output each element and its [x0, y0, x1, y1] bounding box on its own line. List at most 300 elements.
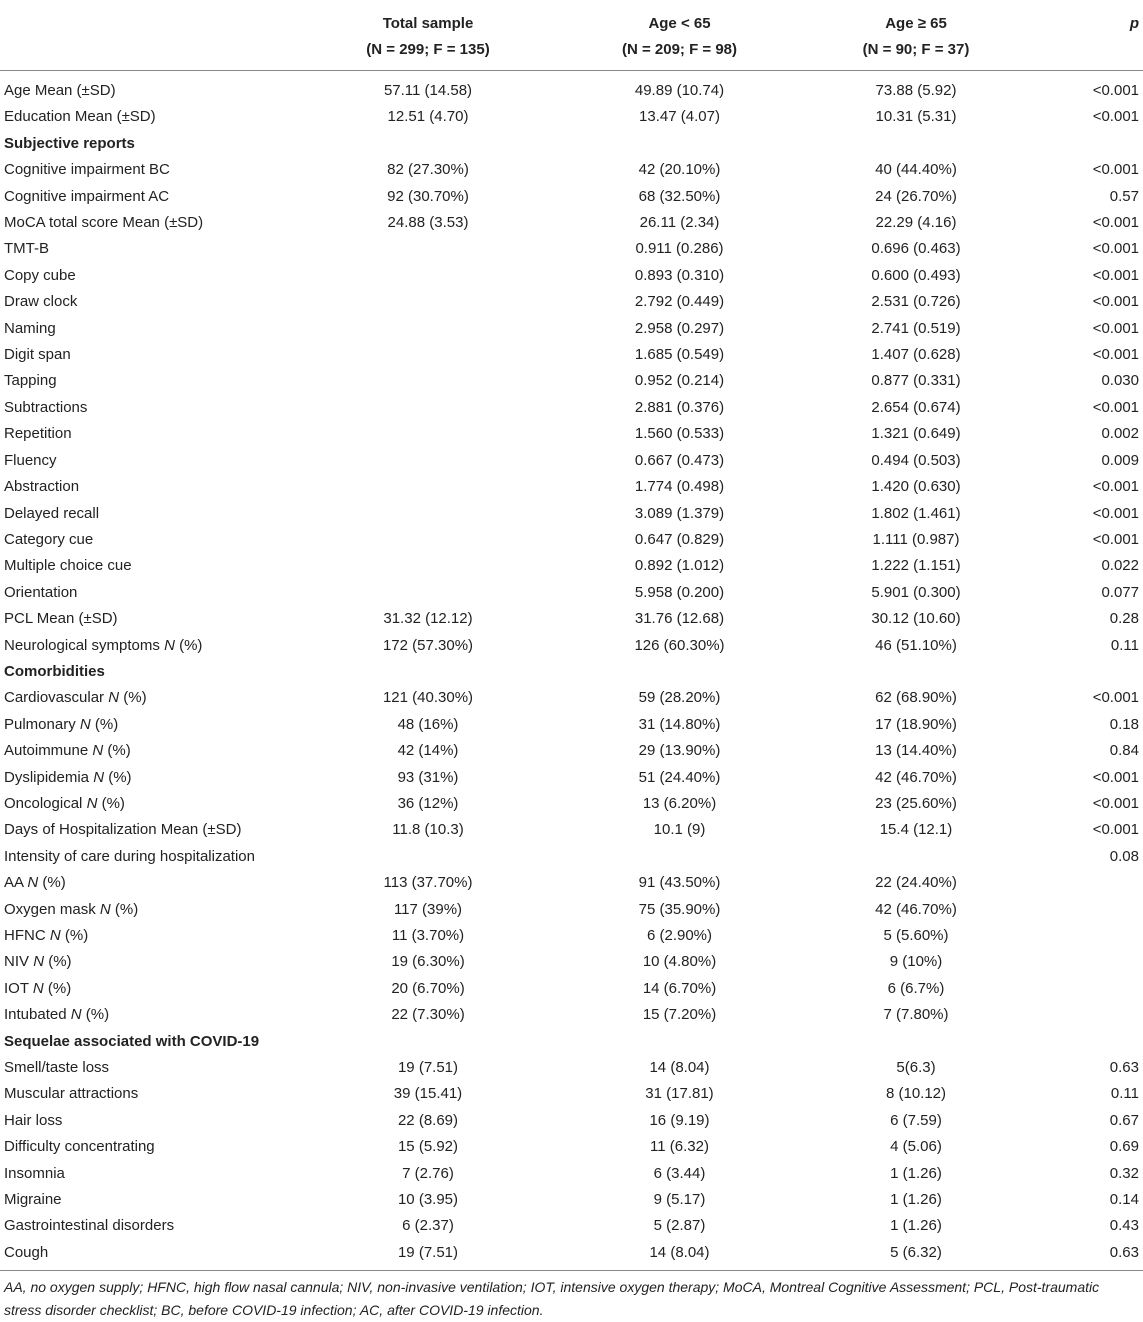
cell-total [300, 421, 556, 447]
cell-old: 2.531 (0.726) [871, 293, 961, 311]
row-label-text: Age Mean (±SD) [4, 82, 116, 99]
row-label [0, 685, 300, 711]
cell-young: 0.911 (0.286) [635, 240, 724, 258]
cell-old: 1.111 (0.987) [872, 530, 960, 548]
cell-p: 0.077 [1101, 583, 1139, 601]
row-label-text: Fluency [4, 451, 57, 469]
cell-total: 24.88 (3.53) [387, 214, 469, 232]
cell-total: 7 (2.76) [402, 1164, 454, 1182]
header-label-col [0, 0, 300, 71]
cell-young: 5 (2.87) [653, 1217, 706, 1235]
cell-old: 5 (5.60%) [883, 927, 949, 944]
cell-p: <0.001 [1092, 293, 1139, 311]
section-row [0, 659, 1143, 685]
cell-young: 10 (4.80%) [642, 953, 717, 971]
row-label [0, 897, 300, 923]
cell-total: 19 (7.51) [397, 1059, 459, 1077]
header-young-n: (N = 209; F = 98) [621, 41, 738, 58]
row-label-text: MoCA total score Mean (±SD) [4, 214, 204, 232]
cell-young: 2.958 (0.297) [634, 319, 725, 337]
table-row [0, 817, 1143, 843]
row-label-text: Intubated [4, 1006, 67, 1024]
cell-young: 31.76 (12.68) [634, 610, 725, 628]
header-old [803, 0, 1029, 71]
row-label [0, 210, 300, 236]
row-label [0, 923, 300, 949]
cell-old: 1.420 (0.630) [871, 478, 961, 496]
row-label-n: N [92, 742, 104, 760]
table-row [0, 738, 1143, 764]
row-label-text: Cardiovascular [4, 689, 105, 707]
cell-old: 7 (7.80%) [883, 1006, 949, 1024]
cell-p: <0.001 [1092, 821, 1139, 839]
cell-total: 15 (5.92) [397, 1138, 459, 1156]
cell-total: 19 (6.30%) [391, 953, 465, 971]
table-row [0, 1055, 1143, 1081]
cell-p: <0.001 [1092, 398, 1139, 416]
cell-old: 73.88 (5.92) [875, 82, 957, 99]
row-label [0, 817, 300, 843]
row-label-text: Oncological [4, 794, 83, 812]
row-label [0, 104, 300, 130]
row-label [0, 71, 300, 105]
table-row [0, 712, 1143, 738]
row-label [0, 1161, 300, 1187]
header-total-n: (N = 299; F = 135) [366, 41, 490, 58]
row-label [0, 236, 300, 262]
header-total-title: Total sample [382, 15, 474, 32]
row-label-tail: (%) [174, 636, 203, 654]
table-row [0, 870, 1143, 896]
cell-old: 1.321 (0.649) [871, 425, 961, 443]
row-label-text: Muscular attractions [4, 1085, 139, 1103]
row-label-text: Cognitive impairment BC [4, 161, 170, 179]
table-row [0, 1240, 1143, 1266]
row-label [0, 395, 300, 421]
cell-p [1029, 1029, 1143, 1055]
cell-total: 42 (14%) [397, 742, 459, 760]
cell-old: 9 (10%) [889, 953, 943, 971]
cell-p: <0.001 [1092, 794, 1139, 812]
table-row [0, 474, 1143, 500]
cell-total [300, 368, 556, 394]
row-label [0, 527, 300, 553]
cell-old: 15.4 (12.1) [879, 821, 953, 839]
table-row [0, 527, 1143, 553]
table-body [0, 71, 1143, 1267]
row-label [0, 633, 300, 659]
cell-young: 0.667 (0.473) [634, 451, 725, 469]
cell-total [300, 474, 556, 500]
cell-total: 48 (16%) [397, 715, 459, 733]
cell-old: 42 (46.70%) [875, 900, 957, 918]
cell-young: 0.647 (0.829) [634, 530, 725, 548]
row-label-tail: (%) [44, 953, 72, 971]
cell-young: 0.952 (0.214) [634, 372, 725, 390]
row-label-text: Comorbidities [4, 662, 105, 680]
row-label-text: AA [4, 874, 24, 892]
row-label-text: Subjective reports [4, 134, 135, 152]
row-label-text: Abstraction [4, 478, 80, 496]
cell-p: <0.001 [1092, 161, 1139, 179]
cell-young: 10.1 (9) [653, 821, 706, 839]
row-label [0, 1081, 300, 1107]
cell-total: 6 (2.37) [402, 1217, 454, 1235]
row-label-text: Insomnia [4, 1164, 65, 1182]
row-label-n: N [32, 979, 44, 997]
cell-young: 126 (60.30%) [634, 636, 725, 654]
cell-old: 2.654 (0.674) [871, 398, 961, 416]
cell-p: 0.18 [1109, 715, 1139, 733]
cell-p: <0.001 [1092, 240, 1139, 258]
cell-young: 42 (20.10%) [638, 161, 721, 179]
row-label [0, 184, 300, 210]
row-label [0, 870, 300, 896]
cell-old [803, 659, 1029, 685]
row-label-tail: (%) [103, 742, 131, 760]
row-label-tail: (%) [119, 689, 147, 707]
cell-total: 113 (37.70%) [383, 874, 473, 892]
cell-total [300, 236, 556, 262]
cell-old: 22.29 (4.16) [875, 214, 957, 232]
cell-p: <0.001 [1092, 82, 1139, 99]
cell-total: 57.11 (14.58) [383, 82, 473, 99]
cell-young: 14 (6.70%) [642, 979, 717, 997]
row-label-text: Hair loss [4, 1111, 63, 1129]
cell-total: 22 (8.69) [397, 1111, 459, 1129]
row-label [0, 1187, 300, 1213]
cell-young: 59 (28.20%) [638, 689, 721, 707]
row-label-tail: (%) [97, 794, 125, 812]
row-label [0, 289, 300, 315]
cell-young [556, 1029, 803, 1055]
cell-old: 0.696 (0.463) [871, 240, 961, 258]
row-label-text: Autoimmune [4, 742, 89, 760]
cell-p [1029, 923, 1143, 949]
row-label [0, 765, 300, 791]
table-row [0, 263, 1143, 289]
table-row [0, 1213, 1143, 1239]
row-label-text: Multiple choice cue [4, 557, 132, 575]
cell-old [803, 131, 1029, 157]
row-label-text: Copy cube [4, 266, 76, 284]
cell-old: 24 (26.70%) [875, 187, 957, 205]
table-row [0, 368, 1143, 394]
cell-young: 1.685 (0.549) [634, 346, 725, 364]
table-row [0, 633, 1143, 659]
cell-p: 0.28 [1109, 610, 1139, 628]
cell-total: 92 (30.70%) [387, 187, 469, 205]
cell-young: 3.089 (1.379) [634, 504, 725, 522]
row-label-n: N [49, 927, 61, 944]
cell-young: 6 (3.44) [653, 1164, 706, 1182]
cell-young: 1.774 (0.498) [634, 478, 725, 496]
header-young-title: Age < 65 [648, 15, 711, 32]
cell-old: 8 (10.12) [885, 1085, 947, 1103]
header-total [300, 0, 556, 71]
cell-total: 121 (40.30%) [382, 689, 474, 707]
header-p: p [1029, 0, 1143, 71]
row-label-text: Tapping [4, 372, 57, 390]
cell-old: 46 (51.10%) [875, 636, 957, 654]
table-row [0, 897, 1143, 923]
table-row [0, 553, 1143, 579]
row-label [0, 342, 300, 368]
table-row [0, 104, 1143, 130]
cell-old: 6 (6.7%) [887, 979, 945, 997]
cell-young: 29 (13.90%) [638, 742, 721, 760]
table-row [0, 448, 1143, 474]
table-header [0, 0, 1143, 71]
row-label [0, 949, 300, 975]
cell-p: 0.32 [1109, 1164, 1139, 1182]
cell-p: 0.43 [1109, 1217, 1139, 1235]
row-label-text: Education Mean (±SD) [4, 108, 156, 126]
row-label [0, 606, 300, 632]
row-label-text: Neurological symptoms [4, 636, 160, 654]
row-label-text: Cough [4, 1243, 49, 1261]
table-row [0, 71, 1143, 105]
row-label-text: Orientation [4, 583, 78, 601]
cell-old: 5 (6.32) [890, 1243, 942, 1261]
cell-young: 5.958 (0.200) [634, 583, 725, 601]
cell-total: 39 (15.41) [393, 1085, 463, 1103]
table-row [0, 184, 1143, 210]
row-label [0, 712, 300, 738]
cell-p: <0.001 [1092, 266, 1139, 284]
row-label [0, 580, 300, 606]
cell-old: 1.222 (1.151) [871, 557, 961, 575]
section-row [0, 1029, 1143, 1055]
cell-p [1029, 897, 1143, 923]
row-label-text: Delayed recall [4, 504, 100, 522]
row-label [0, 131, 300, 157]
cell-p: 0.009 [1101, 451, 1139, 469]
cell-young: 15 (7.20%) [642, 1006, 717, 1024]
cell-young: 14 (8.04) [649, 1243, 710, 1261]
cell-total [300, 342, 556, 368]
row-label [0, 1002, 300, 1028]
row-label-tail: (%) [43, 979, 72, 997]
header-old-title: Age ≥ 65 [885, 15, 947, 32]
cell-old: 17 (18.90%) [875, 715, 957, 733]
row-label [0, 368, 300, 394]
table-row [0, 501, 1143, 527]
row-label-text: Naming [4, 319, 56, 337]
cell-total: 11 (3.70%) [391, 927, 465, 944]
cell-total: 19 (7.51) [397, 1243, 459, 1261]
row-label [0, 1134, 300, 1160]
cell-young: 49.89 (10.74) [634, 82, 725, 99]
cell-total: 10 (3.95) [397, 1191, 459, 1209]
row-label [0, 1055, 300, 1081]
row-label [0, 1213, 300, 1239]
row-label [0, 791, 300, 817]
cell-old: 1 (1.26) [890, 1217, 942, 1235]
row-label-tail: (%) [60, 927, 89, 944]
row-label-tail: (%) [38, 874, 66, 892]
cell-old [803, 1029, 1029, 1055]
row-label-text: Subtractions [4, 398, 88, 416]
cell-p: 0.63 [1109, 1059, 1139, 1077]
cell-p: 0.030 [1101, 372, 1139, 390]
row-label-text: PCL Mean (±SD) [4, 610, 118, 628]
cell-old: 30.12 (10.60) [871, 610, 961, 628]
table-row [0, 1187, 1143, 1213]
cell-total [300, 316, 556, 342]
table-row [0, 1108, 1143, 1134]
cell-p: <0.001 [1092, 768, 1139, 786]
cell-old [803, 844, 1029, 870]
cell-total: 12.51 (4.70) [387, 108, 469, 126]
cell-old: 23 (25.60%) [875, 794, 957, 812]
cell-old: 22 (24.40%) [875, 874, 957, 892]
cell-p [1029, 949, 1143, 975]
cell-p: 0.08 [1109, 847, 1139, 865]
cell-p: <0.001 [1092, 504, 1139, 522]
cell-p: <0.001 [1092, 530, 1139, 548]
header-old-n: (N = 90; F = 37) [862, 41, 970, 58]
row-label-n: N [99, 900, 111, 918]
cell-p: 0.84 [1109, 742, 1139, 760]
row-label-text: NIV [4, 953, 30, 971]
cell-young [556, 131, 803, 157]
cell-young: 31 (14.80%) [638, 715, 721, 733]
cell-total: 20 (6.70%) [391, 979, 465, 997]
cell-p: <0.001 [1092, 346, 1139, 364]
row-label [0, 474, 300, 500]
cell-total: 11.8 (10.3) [392, 821, 464, 839]
row-label-n: N [86, 794, 98, 812]
cell-p: <0.001 [1092, 214, 1139, 232]
row-label [0, 553, 300, 579]
cell-old: 5(6.3) [896, 1059, 936, 1077]
row-label-n: N [27, 874, 39, 892]
cell-young: 1.560 (0.533) [634, 425, 725, 443]
row-label [0, 448, 300, 474]
table-row [0, 923, 1143, 949]
cell-young [556, 659, 803, 685]
row-label-text: Cognitive impairment AC [4, 187, 170, 205]
cell-old: 1 (1.26) [890, 1164, 942, 1182]
table-row [0, 210, 1143, 236]
cell-old: 1 (1.26) [890, 1191, 942, 1209]
table-row [0, 1161, 1143, 1187]
cell-total [300, 501, 556, 527]
cell-p: <0.001 [1092, 478, 1139, 496]
cell-total [300, 1029, 556, 1055]
cell-old: 4 (5.06) [890, 1138, 942, 1156]
row-label [0, 659, 300, 685]
cell-p [1029, 870, 1143, 896]
cell-total [300, 263, 556, 289]
row-label-text: Days of Hospitalization Mean (±SD) [4, 821, 242, 839]
table-row [0, 685, 1143, 711]
row-label-tail: (%) [104, 768, 132, 786]
cell-p [1029, 659, 1143, 685]
cell-young: 31 (17.81) [645, 1085, 714, 1103]
table-row [0, 1002, 1143, 1028]
row-label-text: Digit span [4, 346, 71, 364]
table-row [0, 289, 1143, 315]
row-label [0, 263, 300, 289]
row-label [0, 421, 300, 447]
cell-old: 42 (46.70%) [875, 768, 957, 786]
row-label [0, 1029, 300, 1055]
row-label-text: Smell/taste loss [4, 1059, 110, 1077]
row-label-text: Draw clock [4, 293, 78, 311]
cell-p: 0.022 [1101, 557, 1139, 575]
cell-old: 0.494 (0.503) [871, 451, 961, 469]
cell-total: 117 (39%) [393, 900, 463, 918]
table-row [0, 606, 1143, 632]
row-label-text: TMT-B [4, 240, 49, 258]
cell-p: 0.57 [1109, 187, 1139, 205]
table-row [0, 421, 1143, 447]
cell-total [300, 580, 556, 606]
row-label-n: N [70, 1006, 82, 1024]
row-label-n: N [164, 636, 175, 654]
row-label-text: Repetition [4, 425, 72, 443]
row-label-text: HFNC [4, 927, 46, 944]
row-label [0, 316, 300, 342]
cell-total: 31.32 (12.12) [383, 610, 473, 628]
row-label [0, 1108, 300, 1134]
table-row [0, 949, 1143, 975]
cell-total: 172 (57.30%) [382, 636, 474, 654]
cell-young: 75 (35.90%) [638, 900, 721, 918]
row-label [0, 976, 300, 1002]
table-footnote: AA, no oxygen supply; HFNC, high flow nasal cannula; NIV, non-invasive ventilation; IOT, intensive oxygen therapy; MoCA, Montreal Cognitive Assessment; PCL, Post-traumatic stress disorder checklist; BC, before COVID-19 infection; AC, after COVID-19 infection. [0, 1270, 1143, 1322]
cell-old: 2.741 (0.519) [871, 319, 961, 337]
table-row [0, 236, 1143, 262]
cell-young: 13.47 (4.07) [639, 108, 720, 126]
section-row [0, 131, 1143, 157]
cell-young: 26.11 (2.34) [639, 214, 720, 232]
row-label-tail: (%) [110, 900, 139, 918]
cell-p: 0.14 [1109, 1191, 1139, 1209]
cell-old: 6 (7.59) [890, 1111, 942, 1129]
cell-old: 10.31 (5.31) [875, 108, 957, 126]
cell-old: 1.407 (0.628) [871, 346, 961, 364]
row-label-text: Category cue [4, 530, 94, 548]
cell-p: 0.11 [1110, 1085, 1139, 1103]
table-row [0, 976, 1143, 1002]
row-label-text: IOT [4, 979, 29, 997]
cell-old: 13 (14.40%) [875, 742, 957, 760]
row-label-text: Difficulty concentrating [4, 1138, 155, 1156]
cell-young: 9 (5.17) [653, 1191, 706, 1209]
cell-young: 11 (6.32) [650, 1138, 709, 1156]
cell-old: 0.877 (0.331) [871, 372, 961, 390]
row-label-tail: (%) [81, 1006, 110, 1024]
table-row [0, 580, 1143, 606]
cell-total [300, 131, 556, 157]
cell-p: 0.67 [1109, 1111, 1139, 1129]
cell-young: 6 (2.90%) [646, 927, 713, 944]
cell-p: 0.11 [1110, 636, 1139, 654]
row-label [0, 157, 300, 183]
cell-total [300, 659, 556, 685]
cell-total: 22 (7.30%) [391, 1006, 465, 1024]
row-label-tail: (%) [90, 715, 119, 733]
cell-young: 14 (8.04) [649, 1059, 710, 1077]
cell-p [1029, 131, 1143, 157]
table-row [0, 791, 1143, 817]
cell-total [300, 527, 556, 553]
cell-p: 0.002 [1101, 425, 1139, 443]
cell-total: 36 (12%) [397, 794, 459, 812]
